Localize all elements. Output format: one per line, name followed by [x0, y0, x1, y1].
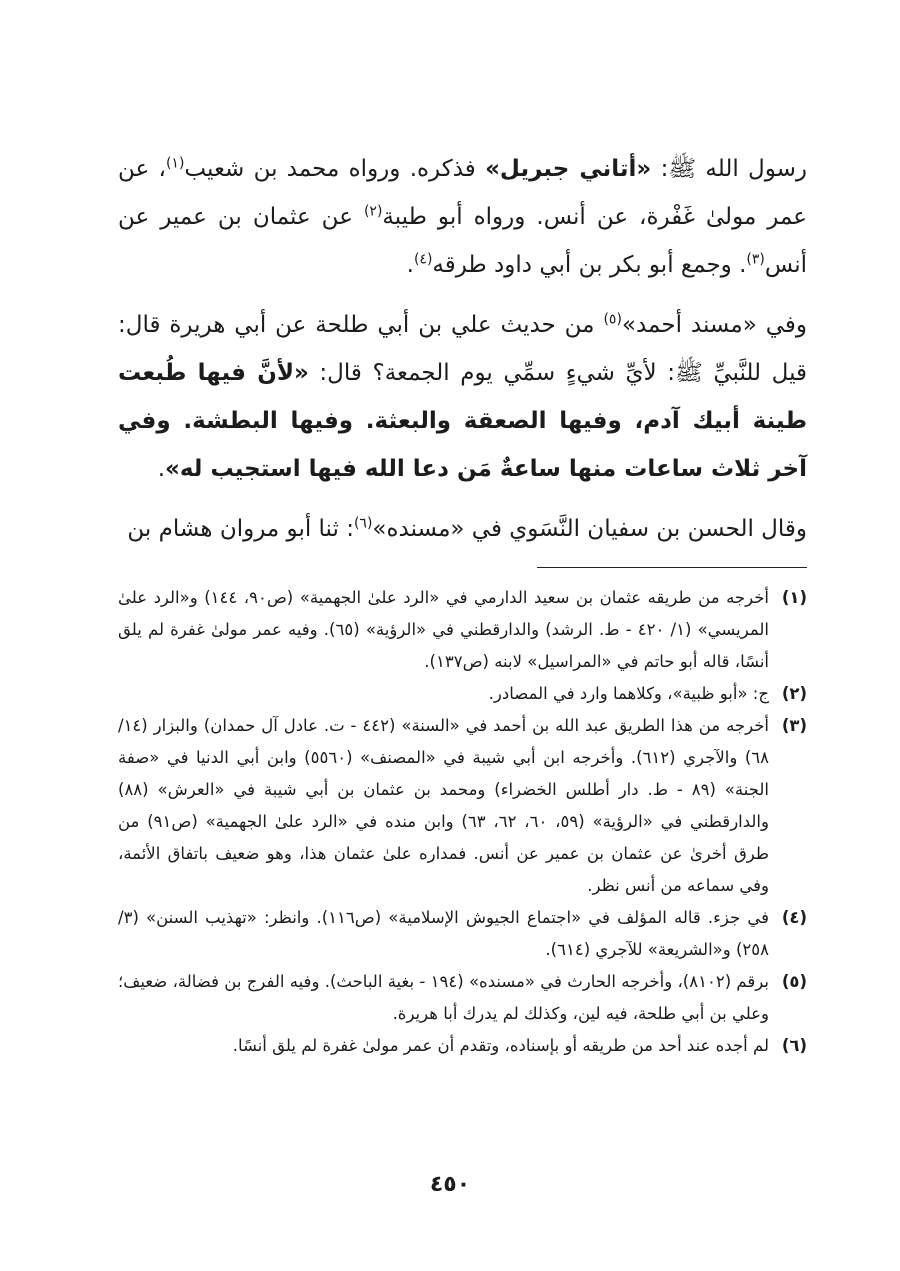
footnote-1: [118, 582, 807, 678]
footnote-number: (٥): [781, 972, 807, 991]
para1-text-2: فذكره. ورواه محمد بن شعيب: [184, 156, 486, 182]
para1-text-6: .: [406, 252, 414, 278]
footnotes: [118, 582, 807, 1062]
footnote-text: في جزء. قاله المؤلف في «اجتماع الجيوش الإسلامية» (ص١١٦). وانظر: «تهذيب السنن» (٣/ ٢٥٨) و«الشريعة» للآجري (٦١٤).: [118, 908, 770, 959]
para1-text-1: رسول الله ﷺ:: [651, 156, 808, 182]
footnote-number: (٦): [781, 1036, 807, 1055]
footnote-number: (٢): [781, 684, 807, 703]
footnote-text: لم أجده عند أحد من طريقه أو بإسناده، وتقدم أن عمر مولىٰ غفرة لم يلق أنسًا.: [232, 1036, 769, 1055]
footnote-ref-1[interactable]: (١): [165, 155, 185, 172]
para3-text-1: وقال الحسن بن سفيان النَّسَوي في «مسنده»: [372, 516, 807, 542]
page-content: [118, 145, 807, 1062]
para1-text-5: . وجمع أبو بكر بن أبي داود طرقه: [432, 252, 747, 278]
footnote-5: [118, 966, 807, 1030]
para1-text-3: ، عن عمر مولىٰ غَفْرة، عن أنس. ورواه أبو طيبة: [118, 156, 807, 230]
footnote-text: ج: «أبو ظبية»، وكلاهما وارد في المصادر.: [488, 684, 769, 703]
footnote-2: [118, 678, 807, 710]
footnote-ref-6[interactable]: (٦): [353, 515, 373, 532]
footnote-ref-2[interactable]: (٢): [363, 203, 383, 220]
footnote-6: [118, 1030, 807, 1062]
main-text: [118, 145, 807, 553]
paragraph-2: [118, 301, 807, 493]
footnote-text: أخرجه من هذا الطريق عبد الله بن أحمد في «السنة» (٤٤٢ - ت. عادل آل حمدان) والبزار (١٤/ ٦٨) والآجري (٦١٢). وأخرجه ابن أبي شيبة في «المصنف» (٥٥٦٠) وابن أبي الدنيا في «صفة الجنة» (٨٩ - ط. دار أطلس الخضراء) ومحمد بن عثمان بن أبي شيبة في «العرش» (٨٨) والدارقطني في «الرؤية» (٥٩، ٦٠، ٦٢، ٦٣) وابن منده في «الرد علىٰ الجهمية» (ص٩١) من طرق أخرىٰ عن عثمان بن عمير عن أنس. فمداره علىٰ عثمان هذا، وهو ضعيف باتفاق الأئمة، وفي سماعه من أنس نظر.: [118, 716, 770, 895]
para1-text-4: عن عثمان بن عمير عن أنس: [118, 204, 807, 278]
footnote-number: (١): [781, 588, 807, 607]
paragraph-1: [118, 145, 807, 289]
footnote-number: (٣): [781, 716, 807, 735]
paragraph-3: [118, 505, 807, 553]
para2-hadith-quote: «لأنَّ فيها طُبعت طينة أبيك آدم، وفيها الصعقة والبعثة. وفيها البطشة. وفي آخر ثلاث ساعات منها ساعةٌ مَن دعا الله فيها استجيب له»: [118, 360, 807, 482]
para1-quote: «أتاني جبريل»: [485, 156, 652, 182]
footnote-text: برقم (٨١٠٢)، وأخرجه الحارث في «مسنده» (١٩٤ - بغية الباحث). وفيه الفرج بن فضالة، ضعيف؛ وعلي بن أبي طلحة، فيه لين، وكذلك لم يدرك أبا هريرة.: [118, 972, 769, 1023]
footnote-ref-3[interactable]: (٣): [746, 251, 765, 268]
footnote-number: (٤): [781, 908, 807, 927]
para2-text-3: .: [157, 456, 165, 482]
para3-text-2: : ثنا أبو مروان هشام بن: [127, 516, 354, 542]
footnote-ref-5[interactable]: (٥): [603, 311, 622, 328]
footnote-text: أخرجه من طريقه عثمان بن سعيد الدارمي في «الرد علىٰ الجهمية» (ص٩٠، ١٤٤) و«الرد علىٰ المريسي» (١/ ٤٢٠ - ط. الرشد) والدارقطني في «الرؤية» (٦٥). وفيه عمر مولىٰ غفرة لم يلق أنسًا، قاله أبو حاتم في «المراسيل» لابنه (ص١٣٧).: [118, 588, 769, 671]
page-number: ٤٥٠: [429, 1172, 471, 1197]
footnote-divider: [537, 567, 807, 568]
footnote-ref-4[interactable]: (٤): [413, 251, 433, 268]
footnote-4: [118, 902, 807, 966]
para2-text-1: وفي «مسند أحمد»: [621, 312, 807, 338]
para2-text-2: من حديث علي بن أبي طلحة عن أبي هريرة قال: قيل للنَّبيِّ ﷺ: لأيِّ شيءٍ سمِّي يوم الجمعة؟ قال:: [118, 312, 807, 386]
footnote-3: [118, 710, 807, 902]
